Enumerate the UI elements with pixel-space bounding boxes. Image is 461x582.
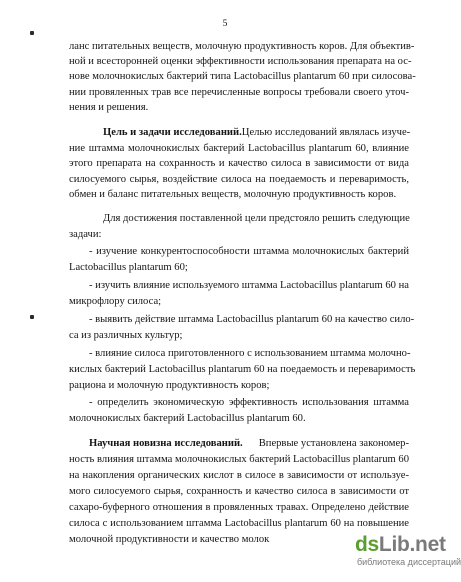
text-line: сахаро-буферного отношения в провяленных травах. Определено действие [69, 502, 409, 513]
text-line: на накопления органических кислот в силосе в зависимости от используе- [69, 470, 409, 481]
text-line: микрофлору силоса; [69, 296, 162, 307]
text-line: Впервые установлена закономер- [258, 438, 409, 449]
text-line: молочнокислых бактерий Lactobacillus plantarum 60. [69, 413, 306, 424]
text-line: силосуемого сырья, воздействие силоса на поедаемость и переваримость, [69, 174, 409, 185]
text-line: ной и всесторонней оценки эффективности использования препарата на ос- [69, 56, 412, 67]
text-line: са из различных культур; [69, 330, 183, 341]
scan-mark [30, 31, 34, 35]
text-line: ланс питательных веществ, молочную продуктивность коров. Для объектив- [69, 41, 415, 52]
text-line: нения и решения. [69, 102, 149, 113]
text-line: ние штамма молочнокислых бактерий Lactobacillus plantarum 60, влияние [69, 143, 409, 154]
text-line: этого препарата на сохранность и качество силоса в зависимости от вида [69, 158, 409, 169]
text-line: мого силосуемого сырья, сохранность и качество силоса в зависимости от [69, 486, 409, 497]
text-line: кислых бактерий Lactobacillus plantarum 60 на поедаемость и переваримость [69, 364, 416, 375]
text-line: обмен и баланс питательных веществ, молочную продуктивность коров. [69, 189, 397, 200]
list-item: - выявить действие штамма Lactobacillus plantarum 60 на качество сило- [89, 314, 415, 325]
list-item: - определить экономическую эффективность использования штамма [89, 397, 409, 408]
text-line: силоса с использованием штамма Lactobacillus plantarum 60 на повышение [69, 518, 409, 529]
paragraph-first-line [89, 437, 409, 450]
text-line: задачи: [69, 229, 102, 240]
section-heading: Цель и задачи исследований. [103, 127, 242, 138]
text-line: Для достижения поставленной цели предстояло решить следующие [103, 213, 410, 224]
page-number: 5 [222, 19, 228, 29]
text-line: ность влияния штамма молочнокислых бактерий Lactobacillus plantarum 60 [69, 454, 409, 465]
watermark-subtitle: библиотека диссертаций [357, 557, 461, 567]
list-item: - изучить влияние используемого штамма Lactobacillus plantarum 60 на [89, 280, 409, 291]
watermark [355, 533, 461, 567]
text-line: рациона и молочную продуктивность коров; [69, 380, 270, 391]
text-line: молочной продуктивности и качество молок [69, 534, 270, 545]
scan-mark [30, 315, 34, 319]
watermark-logo: dsLib.net [355, 533, 446, 556]
text-line: нове молочнокислых бактерий типа Lactobacillus plantarum 60 при силосова- [69, 71, 416, 82]
list-item: - влияние силоса приготовленного с использованием штамма молочно- [89, 348, 411, 359]
text-line: Lactobacillus plantarum 60; [69, 262, 188, 273]
section-heading: Научная новизна исследований. [89, 438, 243, 449]
text-line: нии провяленных трав все перечисленные вопросы требовали своего уточ- [69, 87, 409, 98]
list-item: - изучение конкурентоспособности штамма молочнокислых бактерий [89, 246, 409, 257]
text-line: Целью исследований являлась изуче- [241, 127, 411, 138]
paragraph-first-line [103, 126, 409, 139]
